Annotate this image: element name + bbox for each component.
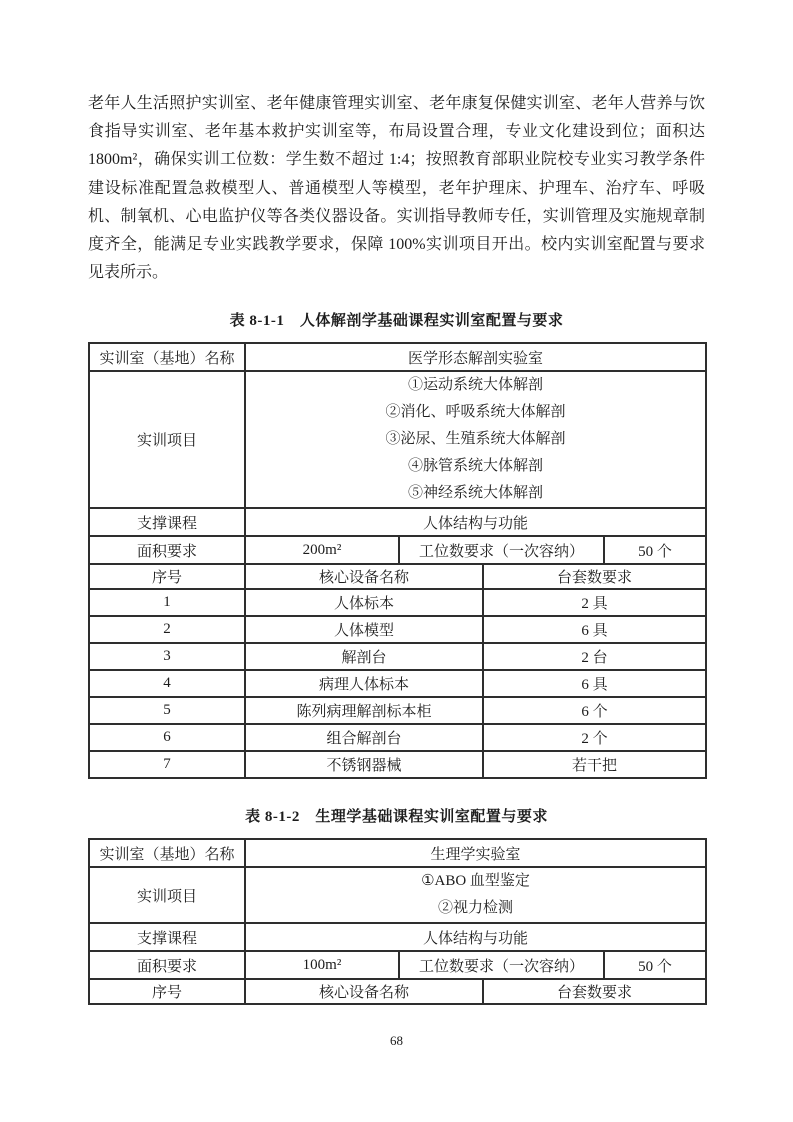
t1-col-equipment: 核心设备名称 [245,564,483,589]
equipment-name: 组合解剖台 [245,724,483,751]
t2-room-name-label: 实训室（基地）名称 [89,839,245,867]
equipment-row [89,697,706,724]
table-row [89,508,706,536]
equipment-name: 陈列病理解剖标本柜 [245,697,483,724]
equipment-no: 4 [89,670,245,697]
equipment-row [89,670,706,697]
t2-course-value: 人体结构与功能 [245,923,706,951]
equipment-no: 6 [89,724,245,751]
equipment-no: 5 [89,697,245,724]
equipment-name: 解剖台 [245,643,483,670]
t1-col-no: 序号 [89,564,245,589]
equipment-name: 不锈钢器械 [245,751,483,778]
t1-col-quantity: 台套数要求 [483,564,706,589]
t2-projects-label: 实训项目 [89,867,245,923]
t2-col-no: 序号 [89,979,245,1004]
equipment-row [89,751,706,778]
page-number: 68 [390,1033,403,1048]
page-content [88,0,705,1005]
t1-room-name-value: 医学形态解剖实验室 [245,343,706,371]
t1-area-label: 面积要求 [89,536,245,564]
equipment-no: 7 [89,751,245,778]
table-row [89,371,706,508]
t1-capacity-label: 工位数要求（一次容纳） [399,536,604,564]
equipment-qty: 6 具 [483,670,706,697]
t1-project-item: ①运动系统大体解剖 [408,377,544,394]
t1-course-label: 支撑课程 [89,508,245,536]
t1-area-value: 200m² [245,536,399,564]
equipment-qty: 6 具 [483,616,706,643]
t1-capacity-value: 50 个 [604,536,706,564]
t2-room-name-value: 生理学实验室 [245,839,706,867]
table-row [89,536,706,564]
table-header-row [89,564,706,589]
t1-project-item: ③泌尿、生殖系统大体解剖 [385,431,566,448]
body-paragraph: 老年人生活照护实训室、老年健康管理实训室、老年康复保健实训室、老年人营养与饮食指导实训室、老年基本救护实训室等，布局设置合理，专业文化建设到位；面积达1800m²，确保实训工位数：学生数不超过 1:4；按照教育部职业院校专业实习教学条件建设标准配置急救模型人、普通模型人等模型，老年护理床、护理车、治疗车、呼吸机、制氧机、心电监护仪等各类仪器设备。实训指导教师专任，实训管理及实施规章制度齐全，能满足专业实践教学要求，保障 100%实训项目开出。校内实训室配置与要求见表所示。 [88,95,705,282]
table2-caption: 表 8-1-2 生理学基础课程实训室配置与要求 [245,809,548,826]
equipment-row [89,724,706,751]
t2-area-value: 100m² [245,951,399,979]
table-row [89,923,706,951]
table-8-1-1 [88,342,707,779]
equipment-name: 人体模型 [245,616,483,643]
table-header-row [89,979,706,1004]
t1-room-name-label: 实训室（基地）名称 [89,343,245,371]
equipment-row [89,616,706,643]
equipment-qty: 2 台 [483,643,706,670]
t2-col-quantity: 台套数要求 [483,979,706,1004]
t2-projects-cell [245,867,706,923]
equipment-no: 1 [89,589,245,616]
t1-projects-label: 实训项目 [89,371,245,508]
t1-project-item: ④脉管系统大体解剖 [408,458,544,475]
t2-project-item: ①ABO 血型鉴定 [421,873,530,890]
t2-project-item: ②视力检测 [438,900,514,917]
t2-capacity-value: 50 个 [604,951,706,979]
equipment-qty: 6 个 [483,697,706,724]
equipment-qty: 2 具 [483,589,706,616]
t1-project-item: ②消化、呼吸系统大体解剖 [385,404,566,421]
equipment-no: 2 [89,616,245,643]
equipment-qty: 若干把 [483,751,706,778]
t2-course-label: 支撑课程 [89,923,245,951]
table1-caption: 表 8-1-1 人体解剖学基础课程实训室配置与要求 [229,313,564,330]
table-row [89,343,706,371]
equipment-name: 人体标本 [245,589,483,616]
t2-col-equipment: 核心设备名称 [245,979,483,1004]
table-row [89,951,706,979]
table-row [89,839,706,867]
table-row [89,867,706,923]
table-8-1-2 [88,838,707,1005]
equipment-name: 病理人体标本 [245,670,483,697]
equipment-no: 3 [89,643,245,670]
equipment-row [89,643,706,670]
equipment-row [89,589,706,616]
t2-capacity-label: 工位数要求（一次容纳） [399,951,604,979]
equipment-qty: 2 个 [483,724,706,751]
t2-area-label: 面积要求 [89,951,245,979]
t1-project-item: ⑤神经系统大体解剖 [408,485,544,502]
t1-projects-cell [245,371,706,508]
t1-course-value: 人体结构与功能 [245,508,706,536]
